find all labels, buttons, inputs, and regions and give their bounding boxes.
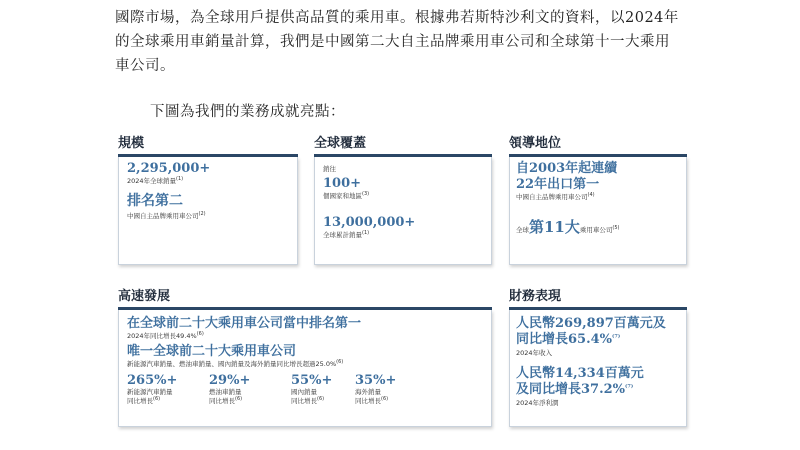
panel-scale	[118, 134, 298, 265]
stat-label: 新能源汽車銷量	[127, 388, 173, 396]
stat-label: 同比增長$^{(6)}$	[355, 395, 389, 405]
growth-line2: 唯一全球前二十大乘用車公司	[127, 344, 297, 359]
stat-value: 29%+	[209, 373, 251, 388]
panel-title: 領導地位	[509, 136, 562, 151]
stat-label: 燃油車銷量	[209, 388, 242, 396]
stat-label: 海外銷量	[355, 388, 381, 396]
stat-label: 同比增長$^{(6)}$	[127, 395, 161, 405]
highlights-intro: 下圖為我們的業務成就亮點：	[150, 104, 345, 120]
stat-value: 55%+	[291, 373, 333, 388]
stat-nev	[127, 373, 177, 406]
cumulative-sales-label: 全球累計銷量$^{(1)}$	[323, 229, 370, 239]
rank-value: 排名第二	[127, 193, 183, 209]
export-label: 中國自主品牌乘用車公司$^{(4)}$	[516, 191, 595, 201]
panel-title: 財務表現	[509, 289, 562, 304]
panel-title: 規模	[118, 136, 145, 151]
countries-value: 100+	[323, 176, 362, 191]
panel-leadership	[509, 134, 687, 265]
intro-paragraph	[115, 6, 705, 78]
export-line2: 22年出口第一	[516, 177, 600, 192]
intro-line: 車公司。	[115, 58, 175, 74]
global-rank-value: 第11大	[529, 218, 580, 236]
panel-growth	[118, 287, 492, 427]
stat-domestic	[291, 373, 332, 406]
profit-label: 2024年淨利潤	[516, 399, 559, 407]
revenue-line1: 人民幣269,897百萬元及	[516, 316, 666, 331]
intro-line: 的全球乘用車銷量計算，我們是中國第二大自主品牌乘用車公司和全球第十一大乘用	[115, 34, 670, 50]
countries-label: 個國家和地區$^{(3)}$	[323, 190, 370, 200]
stat-overseas	[355, 373, 396, 406]
rank-label: 中國自主品牌乘用車公司$^{(2)}$	[127, 210, 206, 220]
sold-to-prefix: 銷往	[323, 165, 336, 173]
panel-title: 高速發展	[118, 289, 171, 304]
stat-value: 265%+	[127, 373, 178, 388]
cumulative-sales-value: 13,000,000+	[323, 215, 416, 230]
panel-box	[509, 310, 687, 427]
growth-line1: 在全球前二十大乘用車公司當中排名第一	[127, 316, 362, 331]
stat-label: 同比增長$^{(6)}$	[209, 395, 243, 405]
sales-label: 2024年全球銷量$^{(1)}$	[127, 175, 184, 185]
panel-financial	[509, 287, 687, 427]
panel-title: 全球覆蓋	[314, 136, 367, 151]
stat-ice	[209, 373, 250, 406]
revenue-label: 2024年收入	[516, 349, 553, 357]
panel-box	[314, 157, 492, 265]
growth-label2: 新能源汽車銷量、燃油車銷量、國內銷量及海外銷量同比增長超過25.0%$^{(6)}$	[127, 358, 344, 368]
panel-global-coverage	[314, 134, 492, 265]
panel-box	[118, 310, 492, 427]
stat-label: 國內銷量	[291, 388, 317, 396]
profit-line2: 及同比增長37.2%$^{(7)}$	[516, 382, 634, 397]
profit-line1: 人民幣14,334百萬元	[516, 366, 644, 381]
panel-box	[509, 157, 687, 265]
sales-value: 2,295,000+	[127, 161, 211, 176]
stat-label: 同比增長$^{(6)}$	[291, 395, 325, 405]
intro-line: 國際市場，為全球用戶提供高品質的乘用車。根據弗若斯特沙利文的資料，以2024年	[115, 10, 679, 26]
panel-box	[118, 157, 298, 265]
export-line1: 自2003年起連續	[516, 161, 618, 176]
global-rank-line: 全球第11大乘用車公司$^{(5)}$	[516, 218, 620, 236]
stat-value: 35%+	[355, 373, 397, 388]
growth-label1: 2024年同比增長49.4%$^{(6)}$	[127, 330, 204, 340]
revenue-line2: 同比增長65.4%$^{(7)}$	[516, 332, 621, 347]
